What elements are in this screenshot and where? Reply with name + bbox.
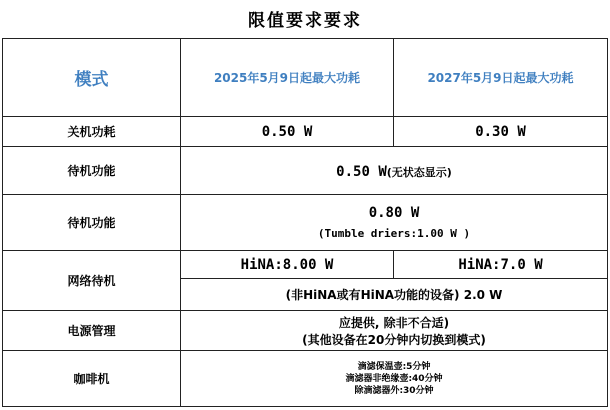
value-note: (无状态显示) (386, 166, 452, 179)
row-off-power (3, 117, 608, 147)
value-2025: 0.50 W (181, 117, 394, 147)
value-cell (181, 195, 608, 251)
hina-2025: HiNA:8.00 W (181, 251, 394, 279)
value-cell (181, 351, 608, 407)
row-label: 关机功耗 (3, 117, 181, 147)
coffee-line: 滴滤器非绝缘壶:40分钟 (345, 373, 443, 384)
coffee-line: 滴滤保温壶:5分钟 (357, 361, 431, 372)
row-standby-tumble (3, 195, 608, 251)
value: 0.50 W (336, 164, 387, 180)
row-label: 咖啡机 (3, 351, 181, 407)
row-coffee-machine (3, 351, 608, 407)
value: 0.80 W (368, 205, 420, 221)
value-cell (181, 147, 608, 195)
page-title: 限值要求要求 (248, 11, 362, 31)
header-mode: 模式 (3, 39, 181, 117)
value-cell (181, 311, 608, 351)
value-note: (Tumble driers:1.00 W ) (317, 227, 471, 240)
header-2025: 2025年5月9日起最大功耗 (181, 39, 394, 117)
row-label: 网络待机 (3, 251, 181, 311)
non-hina-value: (非HiNA或有HiNA功能的设备) 2.0 W (181, 279, 608, 311)
power-mgmt-line2: (其他设备在20分钟内切换到模式) (302, 332, 486, 347)
row-label: 待机功能 (3, 195, 181, 251)
header-row (3, 39, 608, 117)
row-power-management (3, 311, 608, 351)
hina-2027: HiNA:7.0 W (394, 251, 608, 279)
row-standby-display (3, 147, 608, 195)
coffee-line: 除滴滤器外:30分钟 (354, 385, 434, 396)
requirements-table (2, 38, 608, 407)
row-label: 待机功能 (3, 147, 181, 195)
power-mgmt-line1: 应提供, 除非不合适) (338, 315, 450, 330)
header-2027: 2027年5月9日起最大功耗 (394, 39, 608, 117)
row-label: 电源管理 (3, 311, 181, 351)
row-network-hina (3, 251, 608, 279)
value-2027: 0.30 W (394, 117, 608, 147)
